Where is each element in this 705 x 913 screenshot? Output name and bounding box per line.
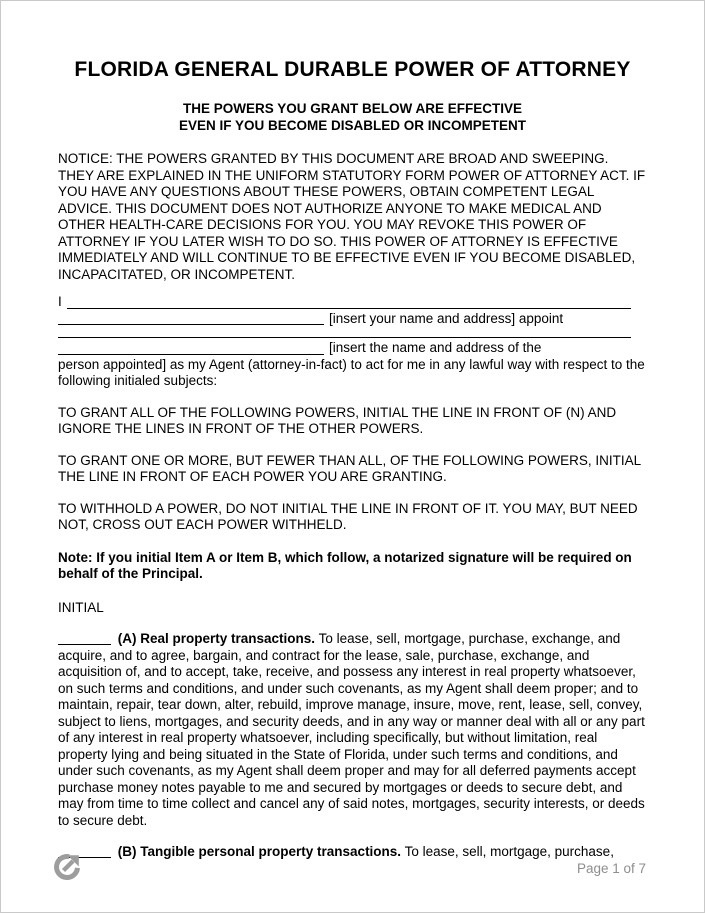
principal-name-blank-line-2[interactable] <box>58 311 324 326</box>
principal-name-row-1 <box>58 294 647 311</box>
initial-label: INITIAL <box>58 599 104 615</box>
instruction-grant-some: TO GRANT ONE OR MORE, BUT FEWER THAN ALL, OF THE FOLLOWING POWERS, INITIAL THE LINE IN FRONT OF EACH POWER YOU ARE GRANTING. <box>58 452 641 484</box>
subtitle-line-2: EVEN IF YOU BECOME DISABLED OR INCOMPETENT <box>178 117 527 133</box>
power-a-label: (A) Real property transactions. <box>117 631 316 646</box>
instruction-grant-all: TO GRANT ALL OF THE FOLLOWING POWERS, INITIAL THE LINE IN FRONT OF (N) AND IGNORE THE LINES IN FRONT OF THE OTHER POWERS. <box>58 404 617 436</box>
agent-name-row-2 <box>58 340 647 357</box>
subtitle-line-1: THE POWERS YOU GRANT BELOW ARE EFFECTIVE <box>182 101 523 116</box>
power-b-label: (B) Tangible personal property transactions. <box>117 844 402 859</box>
principal-insert-hint: [insert your name and address] appoint <box>329 310 564 326</box>
document-body <box>1 1 704 861</box>
page-indicator: Page 1 of 7 <box>576 861 646 876</box>
circular-arrow-logo-icon <box>51 849 85 883</box>
document-subtitle <box>58 101 647 134</box>
power-a-text: To lease, sell, mortgage, purchase, exchange, and acquire, and to agree, bargain, and contract for the lease, sale, purchase, exchange, and acquisition of, and to accept, take, receive, and possess any interest in real property whatsoever, on such terms and conditions, and under such covenants, as my Agent shall deem proper; and to maintain, repair, tear down, alter, rebuild, improve manage, insure, move, rent, lease, sell, convey, subject to liens, mortgages, and security deeds, and in any way or manner deal with all or any part of any interest in real property whatsoever, including specifically, but without limitation, real property lying and being situated in the State of Florida, under such terms and conditions, and under such covenants, as my Agent shall deem proper and may for all deferred payments accept purchase money notes payable to me and secured by mortgages or deeds to secure debt, and may from time to time collect and cancel any of said notes, mortgages, security interests, or deeds to secure debt. <box>58 631 645 828</box>
principal-name-row-2 <box>58 311 647 328</box>
appointment-continuation: person appointed] as my Agent (attorney-in-fact) to act for me in any lawful way with respect to the following initialed subjects: <box>58 356 645 388</box>
initial-blank-a[interactable] <box>58 631 111 645</box>
power-item-a <box>58 631 647 829</box>
principal-name-blank-line-1[interactable] <box>67 294 631 309</box>
notarization-note: Note: If you initial Item A or Item B, which follow, a notarized signature will be required on behalf of the Principal. <box>58 549 632 581</box>
power-b-text: To lease, sell, mortgage, purchase, <box>404 844 614 859</box>
principal-prefix: I <box>58 294 62 309</box>
instruction-withhold: TO WITHHOLD A POWER, DO NOT INITIAL THE LINE IN FRONT OF IT. YOU MAY, BUT NEED NOT, CROSS OUT EACH POWER WITHHELD. <box>58 500 638 532</box>
agent-name-blank-line-2[interactable] <box>58 340 324 355</box>
appointment-section <box>58 294 647 390</box>
agent-insert-hint: [insert the name and address of the <box>329 340 542 355</box>
document-title: FLORIDA GENERAL DURABLE POWER OF ATTORNEY <box>74 58 631 81</box>
power-item-b <box>58 844 647 861</box>
appointment-spacer <box>58 327 647 337</box>
notice-paragraph: NOTICE: THE POWERS GRANTED BY THIS DOCUMENT ARE BROAD AND SWEEPING. THEY ARE EXPLAINED IN THE UNIFORM STATUTORY FORM POWER OF ATTORNEY ACT. IF YOU HAVE ANY QUESTIONS ABOUT THESE POWERS, OBTAIN COMPETENT LEGAL ADVICE. THIS DOCUMENT DOES NOT AUTHORIZE ANYONE TO MAKE MEDICAL AND OTHER HEALTH-CARE DECISIONS FOR YOU. YOU MAY REVOKE THIS POWER OF ATTORNEY IF YOU LATER WISH TO DO SO. THIS POWER OF ATTORNEY IS EFFECTIVE IMMEDIATELY AND WILL CONTINUE TO BE EFFECTIVE EVEN IF YOU BECOME DISABLED, INCAPACITATED, OR INCOMPETENT. <box>58 151 646 282</box>
agent-name-blank-line-1[interactable] <box>58 337 631 338</box>
